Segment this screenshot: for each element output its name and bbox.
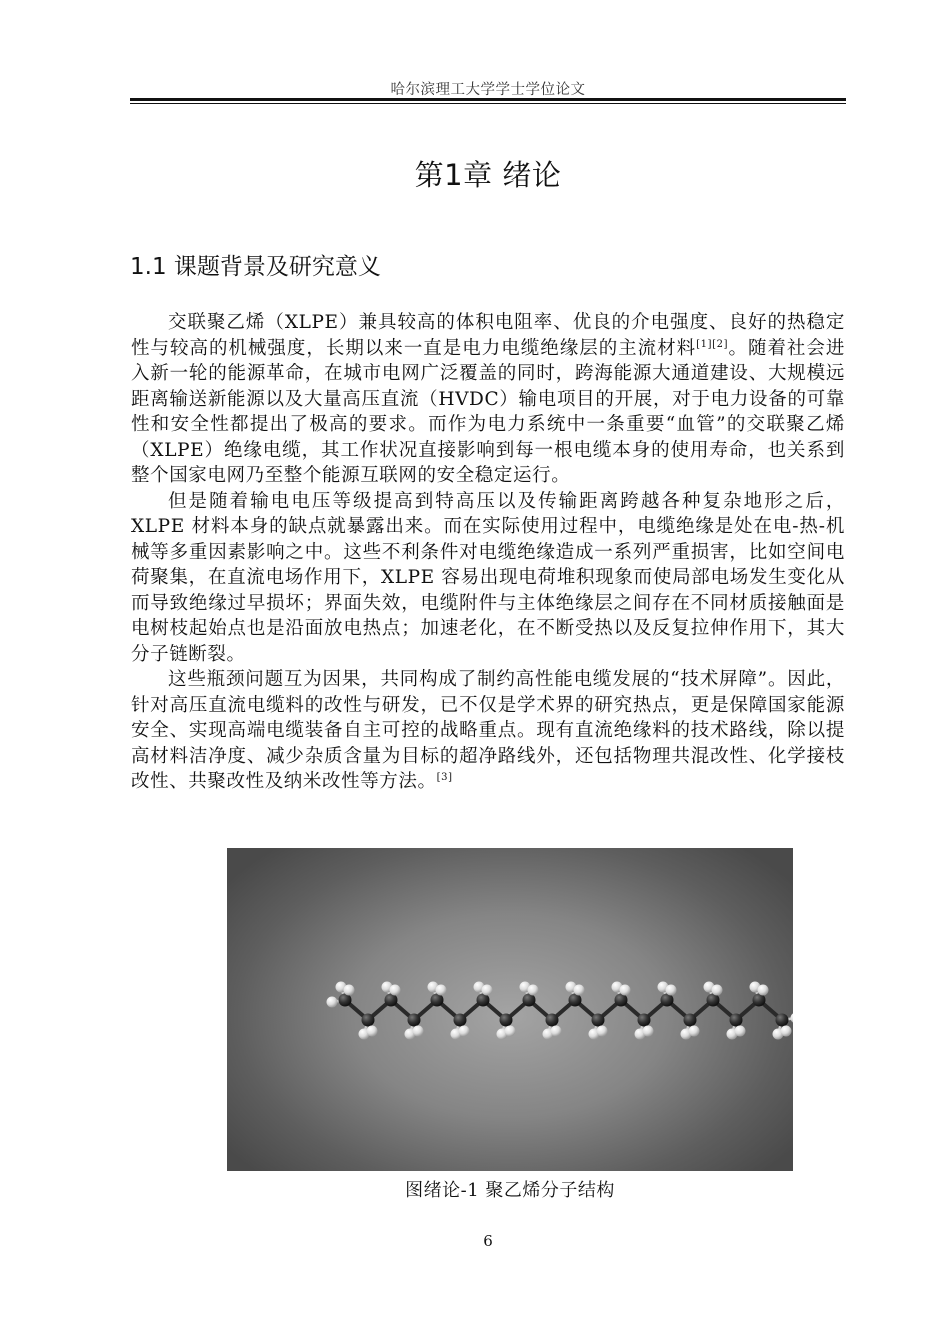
citation-3: [3] bbox=[436, 772, 453, 783]
citation-1-2: [1][2] bbox=[696, 338, 729, 350]
hydrogen-atom bbox=[791, 1013, 794, 1024]
hydrogen-atom bbox=[781, 1026, 792, 1037]
carbon-atom bbox=[592, 1014, 605, 1027]
hydrogen-atom bbox=[666, 985, 677, 996]
hydrogen-atom bbox=[327, 997, 338, 1008]
paragraph-1 bbox=[131, 310, 845, 489]
hydrogen-atom bbox=[482, 985, 493, 996]
hydrogen-atom bbox=[344, 985, 355, 996]
carbon-atom bbox=[776, 1014, 789, 1027]
carbon-atom bbox=[362, 1014, 375, 1027]
carbon-atom bbox=[454, 1014, 467, 1027]
polyethylene-molecule-image bbox=[227, 848, 793, 1171]
hydrogen-atom bbox=[643, 1026, 654, 1037]
body-text bbox=[131, 310, 845, 795]
hydrogen-atom bbox=[551, 1026, 562, 1037]
hydrogen-atom bbox=[574, 985, 585, 996]
hydrogen-atom bbox=[597, 1026, 608, 1037]
paragraph-1-text-cont: 。随着社会进入新一轮的能源革命，在城市电网广泛覆盖的同时，跨海能源大通道建设、大规模远距离输送新能源以及大量高压直流（HVDC）输电项目的开展，对于电力设备的可靠性和安全性都提出了极高的要求。而作为电力系统中一条重要“血管”的交联聚乙烯（XLPE）绝缘电缆，其工作状况直接影响到每一根电缆本身的使用寿命，也关系到整个国家电网乃至整个能源互联网的安全稳定运行。 bbox=[131, 337, 846, 486]
hydrogen-atom bbox=[413, 1026, 424, 1037]
carbon-atom bbox=[408, 1014, 421, 1027]
header-rule bbox=[130, 98, 846, 101]
carbon-atom bbox=[684, 1014, 697, 1027]
paragraph-1-text: 交联聚乙烯（XLPE）兼具较高的体积电阻率、优良的介电强度、良好的热稳定性与较高的机械强度，长期以来一直是电力电缆绝缘层的主流材料 bbox=[131, 312, 845, 359]
molecule-diagram bbox=[227, 848, 793, 1171]
hydrogen-atom bbox=[436, 985, 447, 996]
carbon-atom bbox=[500, 1014, 513, 1027]
hydrogen-atom bbox=[758, 985, 769, 996]
hydrogen-atom bbox=[620, 985, 631, 996]
figure-caption: 图绪论-1 聚乙烯分子结构 bbox=[405, 1180, 615, 1201]
hydrogen-atom bbox=[712, 985, 723, 996]
carbon-atom bbox=[638, 1014, 651, 1027]
carbon-atom bbox=[730, 1014, 743, 1027]
hydrogen-atom bbox=[367, 1026, 378, 1037]
paragraph-2 bbox=[131, 489, 845, 668]
paragraph-2-text: 但是随着输电电压等级提高到特高压以及传输距离跨越各种复杂地形之后，XLPE 材料本身的缺点就暴露出来。而在实际使用过程中，电缆绝缘是处在电-热-机械等多重因素影响之中。这些不利条件对电缆绝缘造成一系列严重损害，比如空间电荷聚集，在直流电场作用下，XLPE 容易出现电荷堆积现象而使局部电场发生变化从而导致绝缘过早损坏；界面失效，电缆附件与主体绝缘层之间存在不同材质接触面是电树枝起始点也是沿面放电热点；加速老化，在不断受热以及反复拉伸作用下，其大分子链断裂。 bbox=[131, 490, 845, 665]
hydrogen-atom bbox=[505, 1026, 516, 1037]
hydrogen-atom bbox=[735, 1026, 746, 1037]
page-number: 6 bbox=[483, 1232, 493, 1250]
header-rule-secondary bbox=[130, 103, 846, 104]
chapter-title: 第1章 绪论 bbox=[414, 158, 562, 192]
hydrogen-atom bbox=[528, 985, 539, 996]
section-title: 1.1 课题背景及研究意义 bbox=[130, 254, 381, 280]
paragraph-3-text: 这些瓶颈问题互为因果，共同构成了制约高性能电缆发展的“技术屏障”。因此，针对高压直流电缆料的改性与研发，已不仅是学术界的研究热点，更是保障国家能源安全、实现高端电缆装备自主可控的战略重点。现有直流绝缘料的技术路线，除以提高材料洁净度、减少杂质含量为目标的超净路线外，还包括物理共混改性、化学接枝改性、共聚改性及纳米改性等方法。 bbox=[131, 669, 845, 792]
carbon-atom bbox=[546, 1014, 559, 1027]
hydrogen-atom bbox=[459, 1026, 470, 1037]
paragraph-3 bbox=[131, 667, 845, 795]
running-header: 哈尔滨理工大学学士学位论文 bbox=[390, 82, 586, 98]
hydrogen-atom bbox=[390, 985, 401, 996]
hydrogen-atom bbox=[689, 1026, 700, 1037]
